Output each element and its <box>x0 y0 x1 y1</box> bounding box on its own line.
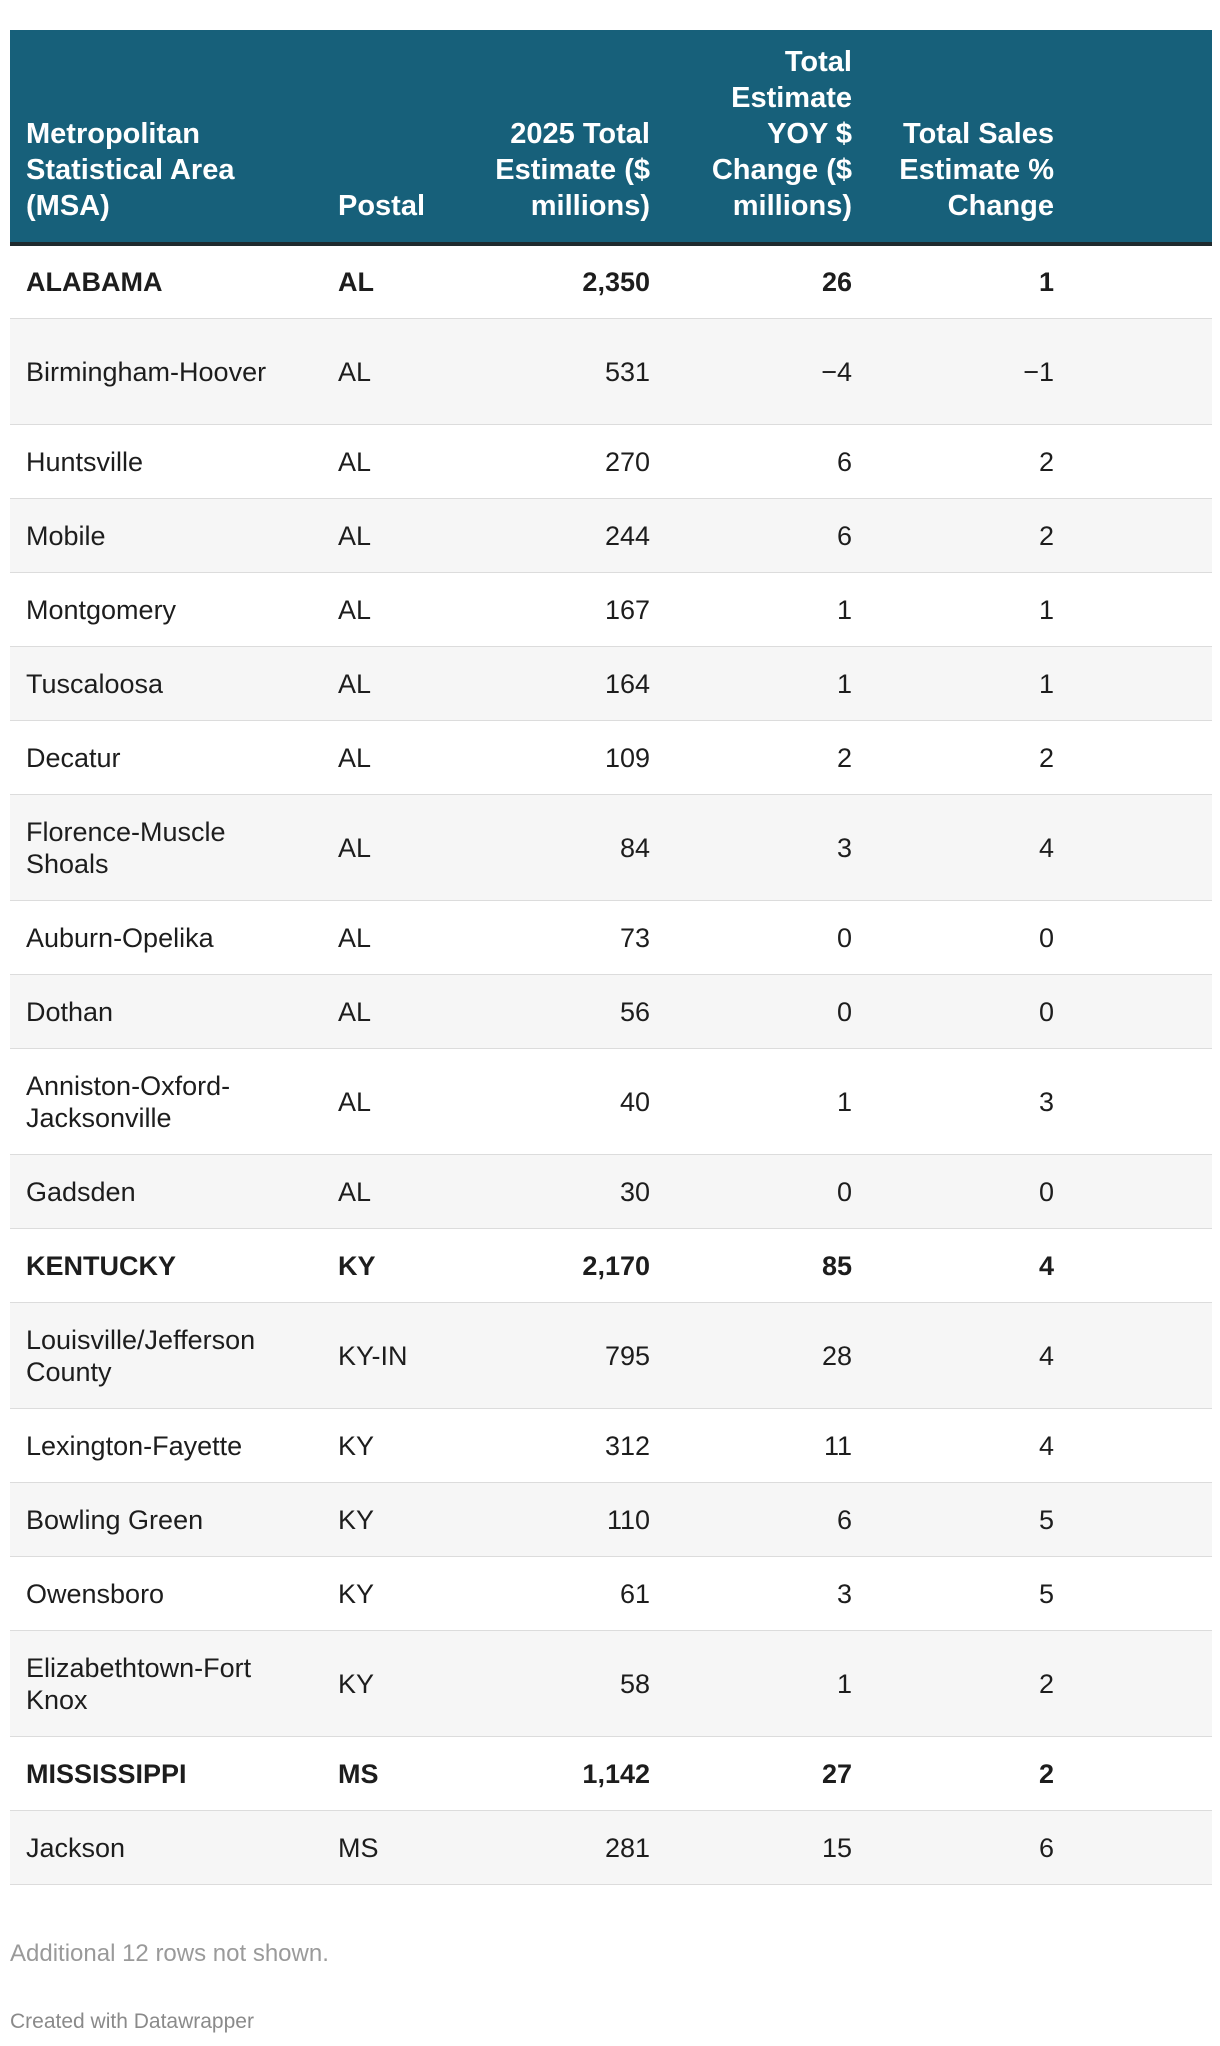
datawrapper-credit: Created with Datawrapper <box>10 2010 254 2033</box>
table-row <box>10 425 1212 499</box>
pct-change-cell: 4 <box>868 1303 1070 1409</box>
row-spacer-cell <box>1070 1409 1212 1483</box>
pct-change-cell: 0 <box>868 1155 1070 1229</box>
row-spacer-cell <box>1070 1483 1212 1557</box>
pct-change-cell: 6 <box>868 1811 1070 1885</box>
pct-change-cell: 5 <box>868 1483 1070 1557</box>
yoy-change-cell: 6 <box>666 499 868 573</box>
yoy-change-cell: 15 <box>666 1811 868 1885</box>
postal-cell: AL <box>322 244 464 319</box>
postal-cell: AL <box>322 1155 464 1229</box>
row-spacer-cell <box>1070 901 1212 975</box>
table-row <box>10 975 1212 1049</box>
total-estimate-cell: 281 <box>464 1811 666 1885</box>
data-table-container <box>10 30 1212 1885</box>
msa-sales-table <box>10 30 1212 1885</box>
msa-cell: Lexington-Fayette <box>10 1409 322 1483</box>
row-spacer-cell <box>1070 975 1212 1049</box>
pct-change-cell: 2 <box>868 499 1070 573</box>
msa-cell: Dothan <box>10 975 322 1049</box>
yoy-change-cell: 26 <box>666 244 868 319</box>
total-estimate-cell: 73 <box>464 901 666 975</box>
yoy-change-cell: 28 <box>666 1303 868 1409</box>
total-estimate-cell: 164 <box>464 647 666 721</box>
postal-cell: AL <box>322 573 464 647</box>
msa-cell: ALABAMA <box>10 244 322 319</box>
yoy-change-cell: 11 <box>666 1409 868 1483</box>
rows-not-shown-note: Additional 12 rows not shown. <box>10 1940 329 1967</box>
msa-cell: Birmingham-Hoover <box>10 319 322 425</box>
yoy-change-cell: 27 <box>666 1737 868 1811</box>
table-row <box>10 1483 1212 1557</box>
table-row <box>10 573 1212 647</box>
table-row <box>10 1303 1212 1409</box>
pct-change-cell: 3 <box>868 1049 1070 1155</box>
total-estimate-cell: 2,170 <box>464 1229 666 1303</box>
msa-cell: Elizabethtown-Fort Knox <box>10 1631 322 1737</box>
yoy-change-cell: 1 <box>666 1049 868 1155</box>
column-header-pct-change[interactable]: Total Sales Estimate % Change <box>868 30 1070 244</box>
yoy-change-cell: 3 <box>666 795 868 901</box>
table-row <box>10 499 1212 573</box>
state-total-row <box>10 244 1212 319</box>
column-header-postal[interactable]: Postal <box>322 30 464 244</box>
total-estimate-cell: 58 <box>464 1631 666 1737</box>
state-total-row <box>10 1737 1212 1811</box>
row-spacer-cell <box>1070 1303 1212 1409</box>
column-header-yoy-change[interactable]: Total Estimate YOY $ Change ($ millions) <box>666 30 868 244</box>
pct-change-cell: 2 <box>868 1631 1070 1737</box>
table-row <box>10 1811 1212 1885</box>
yoy-change-cell: 1 <box>666 1631 868 1737</box>
msa-cell: Mobile <box>10 499 322 573</box>
row-spacer-cell <box>1070 499 1212 573</box>
msa-cell: Louisville/Jefferson County <box>10 1303 322 1409</box>
row-spacer-cell <box>1070 425 1212 499</box>
table-row <box>10 1557 1212 1631</box>
yoy-change-cell: 3 <box>666 1557 868 1631</box>
row-spacer-cell <box>1070 1737 1212 1811</box>
row-spacer-cell <box>1070 319 1212 425</box>
postal-cell: AL <box>322 901 464 975</box>
pct-change-cell: 4 <box>868 795 1070 901</box>
total-estimate-cell: 795 <box>464 1303 666 1409</box>
pct-change-cell: 4 <box>868 1409 1070 1483</box>
table-row <box>10 795 1212 901</box>
yoy-change-cell: 2 <box>666 721 868 795</box>
pct-change-cell: −1 <box>868 319 1070 425</box>
table-row <box>10 647 1212 721</box>
postal-cell: AL <box>322 721 464 795</box>
state-total-row <box>10 1229 1212 1303</box>
postal-cell: AL <box>322 499 464 573</box>
postal-cell: AL <box>322 319 464 425</box>
row-spacer-cell <box>1070 244 1212 319</box>
row-spacer-cell <box>1070 1631 1212 1737</box>
table-row <box>10 319 1212 425</box>
msa-cell: Auburn-Opelika <box>10 901 322 975</box>
yoy-change-cell: 1 <box>666 573 868 647</box>
row-spacer-cell <box>1070 647 1212 721</box>
total-estimate-cell: 61 <box>464 1557 666 1631</box>
yoy-change-cell: 0 <box>666 1155 868 1229</box>
table-row <box>10 1049 1212 1155</box>
postal-cell: KY <box>322 1229 464 1303</box>
total-estimate-cell: 84 <box>464 795 666 901</box>
column-header-total-estimate[interactable]: 2025 Total Estimate ($ millions) <box>464 30 666 244</box>
table-header <box>10 30 1212 244</box>
total-estimate-cell: 109 <box>464 721 666 795</box>
header-row <box>10 30 1212 244</box>
total-estimate-cell: 312 <box>464 1409 666 1483</box>
postal-cell: MS <box>322 1737 464 1811</box>
table-row <box>10 1631 1212 1737</box>
table-row <box>10 721 1212 795</box>
postal-cell: KY-IN <box>322 1303 464 1409</box>
postal-cell: MS <box>322 1811 464 1885</box>
row-spacer-cell <box>1070 1229 1212 1303</box>
pct-change-cell: 5 <box>868 1557 1070 1631</box>
total-estimate-cell: 40 <box>464 1049 666 1155</box>
total-estimate-cell: 270 <box>464 425 666 499</box>
msa-cell: Anniston-Oxford-Jacksonville <box>10 1049 322 1155</box>
row-spacer-cell <box>1070 1811 1212 1885</box>
row-spacer-cell <box>1070 795 1212 901</box>
postal-cell: AL <box>322 647 464 721</box>
total-estimate-cell: 30 <box>464 1155 666 1229</box>
column-header-spacer <box>1070 30 1212 244</box>
row-spacer-cell <box>1070 1557 1212 1631</box>
msa-cell: MISSISSIPPI <box>10 1737 322 1811</box>
msa-cell: Bowling Green <box>10 1483 322 1557</box>
yoy-change-cell: 0 <box>666 975 868 1049</box>
msa-cell: KENTUCKY <box>10 1229 322 1303</box>
postal-cell: KY <box>322 1631 464 1737</box>
postal-cell: AL <box>322 795 464 901</box>
msa-cell: Huntsville <box>10 425 322 499</box>
pct-change-cell: 1 <box>868 573 1070 647</box>
postal-cell: KY <box>322 1483 464 1557</box>
row-spacer-cell <box>1070 573 1212 647</box>
postal-cell: AL <box>322 425 464 499</box>
pct-change-cell: 2 <box>868 425 1070 499</box>
row-spacer-cell <box>1070 1049 1212 1155</box>
total-estimate-cell: 2,350 <box>464 244 666 319</box>
pct-change-cell: 1 <box>868 244 1070 319</box>
yoy-change-cell: −4 <box>666 319 868 425</box>
pct-change-cell: 2 <box>868 1737 1070 1811</box>
column-header-msa[interactable]: Metropolitan Statistical Area (MSA) <box>10 30 322 244</box>
msa-cell: Owensboro <box>10 1557 322 1631</box>
yoy-change-cell: 1 <box>666 647 868 721</box>
total-estimate-cell: 56 <box>464 975 666 1049</box>
total-estimate-cell: 110 <box>464 1483 666 1557</box>
msa-cell: Tuscaloosa <box>10 647 322 721</box>
table-row <box>10 1155 1212 1229</box>
yoy-change-cell: 6 <box>666 425 868 499</box>
table-body <box>10 244 1212 1885</box>
pct-change-cell: 0 <box>868 975 1070 1049</box>
postal-cell: KY <box>322 1557 464 1631</box>
table-row <box>10 1409 1212 1483</box>
msa-cell: Gadsden <box>10 1155 322 1229</box>
pct-change-cell: 4 <box>868 1229 1070 1303</box>
postal-cell: AL <box>322 1049 464 1155</box>
yoy-change-cell: 0 <box>666 901 868 975</box>
postal-cell: AL <box>322 975 464 1049</box>
pct-change-cell: 1 <box>868 647 1070 721</box>
table-row <box>10 901 1212 975</box>
msa-cell: Florence-Muscle Shoals <box>10 795 322 901</box>
pct-change-cell: 0 <box>868 901 1070 975</box>
yoy-change-cell: 85 <box>666 1229 868 1303</box>
total-estimate-cell: 1,142 <box>464 1737 666 1811</box>
pct-change-cell: 2 <box>868 721 1070 795</box>
row-spacer-cell <box>1070 1155 1212 1229</box>
total-estimate-cell: 244 <box>464 499 666 573</box>
msa-cell: Decatur <box>10 721 322 795</box>
msa-cell: Jackson <box>10 1811 322 1885</box>
row-spacer-cell <box>1070 721 1212 795</box>
postal-cell: KY <box>322 1409 464 1483</box>
msa-cell: Montgomery <box>10 573 322 647</box>
total-estimate-cell: 167 <box>464 573 666 647</box>
yoy-change-cell: 6 <box>666 1483 868 1557</box>
total-estimate-cell: 531 <box>464 319 666 425</box>
